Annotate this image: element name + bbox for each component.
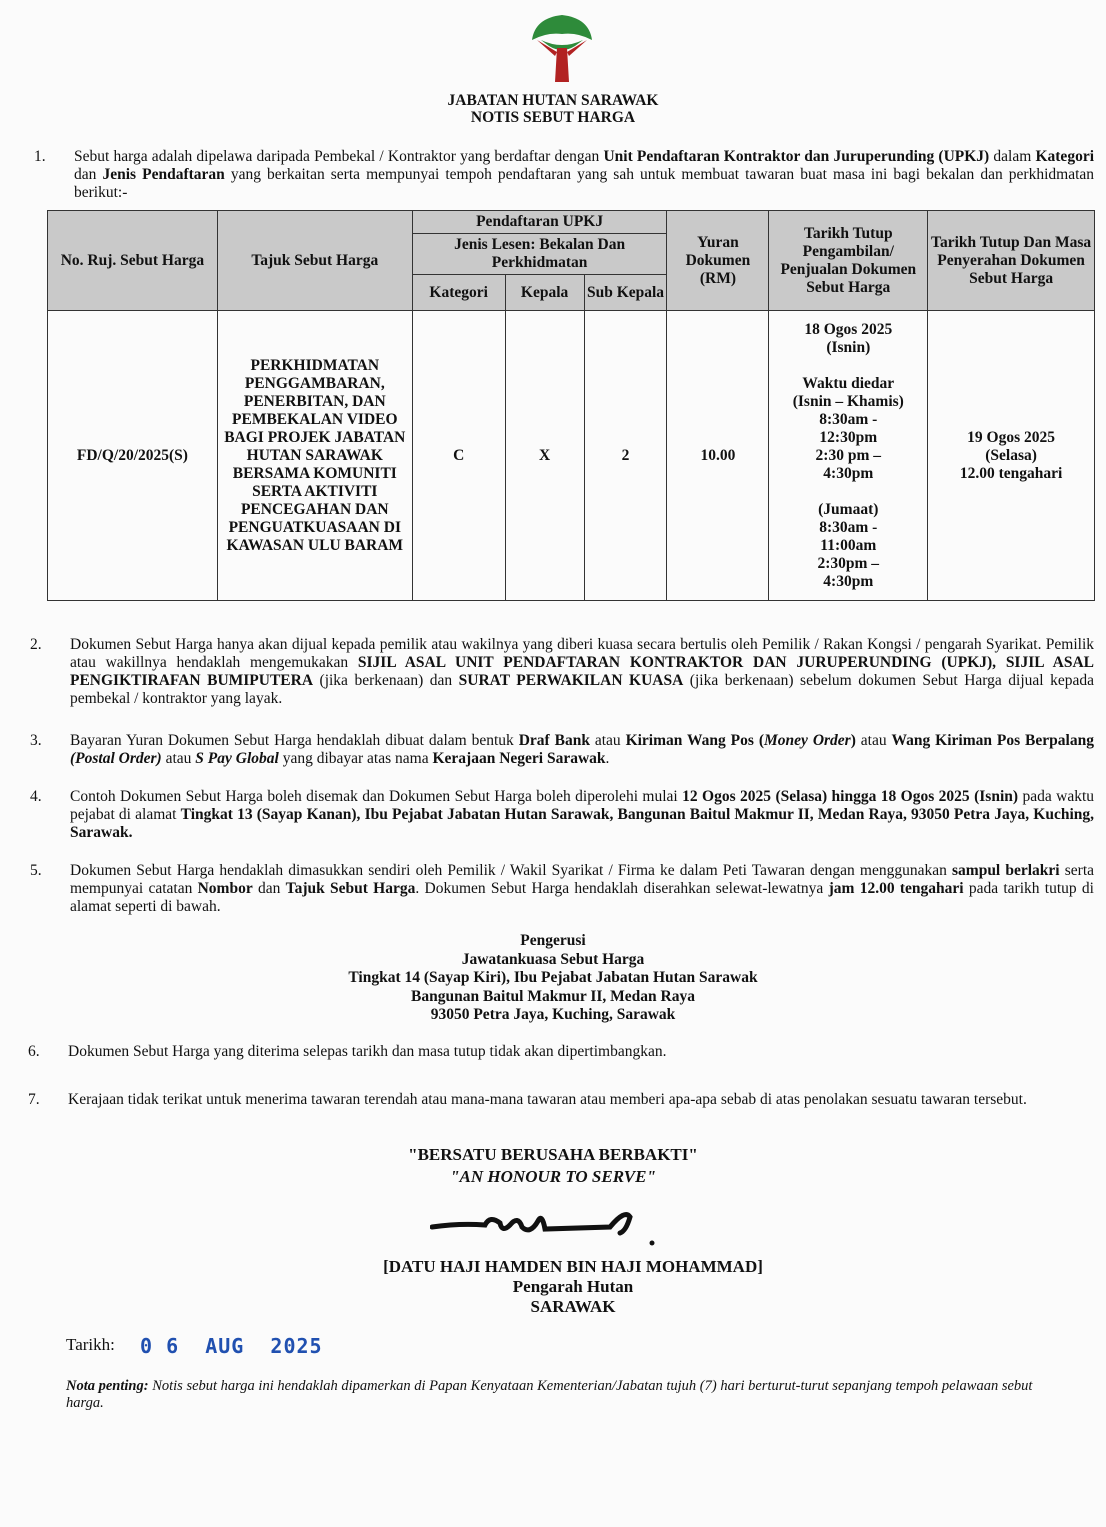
header-kepala: Kepala [505,275,584,311]
text-line: (Isnin) [826,338,871,356]
text-line: Bangunan Baitul Makmur II, Medan Raya [411,987,695,1005]
paragraph-number: 2. [30,636,42,653]
text-segment: (jika berkenaan) sebelum dokumen Sebut Harga dijual kepada pembekal / kontraktor yang layak. [70,672,1094,707]
paragraph-5 [30,862,1095,916]
cell-sub-kepala: 2 [584,311,667,601]
text-segment: yang berkaitan serta mempunyai tempoh pendaftaran yang sah untuk membuat tawaran buat masa ini bagi bekalan dan perkhidmatan berikut:- [74,166,1095,201]
text-segment: (Postal Order) [70,750,162,767]
text-segment: Dokumen Sebut Harga hanya akan dijual kepada pemilik atau wakilnya yang diberi kuasa secara bertulis oleh Pemilik / Rakan Kongsi / pengarah Syarikat. Pemilik atau wakillnya hendaklah mengemukakan [70,636,1094,671]
paragraph-number: 3. [30,732,42,749]
text-segment: dan [74,166,103,183]
text-line: 8:30am - [819,518,878,536]
text-segment: Dokumen Sebut Harga yang diterima selepas tarikh dan masa tutup tidak akan dipertimbangkan. [68,1043,667,1060]
paragraph-2 [30,636,1095,708]
paragraph-1 [34,148,1095,202]
text-line: 12:30pm [819,428,878,446]
signatory-name: [DATU HAJI HAMDEN BIN HAJI MOHAMMAD] [383,1257,763,1276]
text-segment: Sebut harga adalah dipelawa daripada Pembekal / Kontraktor yang berdaftar dengan [74,148,604,165]
paragraph-number: 7. [28,1091,40,1108]
text-line: 93050 Petra Jaya, Kuching, Sarawak [430,1006,676,1023]
signatory-position: Pengarah Hutan [512,1277,634,1296]
header-kategori: Kategori [412,275,505,311]
date-stamp: 0 6 AUG 2025 [140,1334,323,1358]
text-line: (Selasa) [985,446,1037,464]
text-line: 4:30pm [823,572,874,590]
text-segment: 12 Ogos 2025 (Selasa) hingga 18 Ogos 2025 (Isnin) [682,788,1019,805]
text-segment: Bayaran Yuran Dokumen Sebut Harga hendaklah dibuat dalam bentuk [70,732,519,749]
paragraph-number: 5. [30,862,42,879]
text-segment: sampul berlakri [952,862,1060,879]
text-segment: pada tarikh tutup di alamat seperti di bawah. [70,880,1094,915]
paragraph-7 [28,1091,1080,1109]
text-segment: Jenis Pendaftaran [102,166,225,183]
text-segment: dan [252,880,286,897]
text-segment: yang dibayar atas nama [278,750,433,767]
text-line: Waktu diedar [802,374,895,392]
table-row [48,311,1095,601]
text-segment: Nombor [197,880,253,897]
text-segment: Unit Pendaftaran Kontraktor dan Juruperunding (UPKJ) [603,148,990,165]
text-line: Jawatankuasa Sebut Harga [461,950,645,968]
text-segment: SURAT PERWAKILAN KUASA [458,672,684,689]
text-segment: serta mempunyai catatan [70,862,1095,897]
motto-malay: "BERSATU BERUSAHA BERBAKTI" [408,1145,698,1164]
text-segment: atau [161,750,196,767]
note [66,1378,1066,1412]
text-segment: atau [589,732,626,749]
text-line: (Jumaat) [818,500,879,518]
jabatan-hutan-logo [527,10,597,85]
text-segment: . Dokumen Sebut Harga hendaklah diserahkan selewat-lewatnya [415,880,829,897]
text-segment: Kerajaan Negeri Sarawak [432,750,606,767]
text-line [773,483,923,501]
header-tutup-jual: Tarikh Tutup Pengambilan/ Penjualan Dokumen Sebut Harga [769,211,928,311]
motto-english: "AN HONOUR TO SERVE" [450,1167,656,1186]
text-line: 19 Ogos 2025 [967,428,1056,446]
text-line: 2:30pm – [817,554,880,572]
cell-ref: FD/Q/20/2025(S) [48,311,218,601]
header-ref: No. Ruj. Sebut Harga [48,211,218,311]
paragraph-3 [30,732,1094,768]
paragraph-number: 4. [30,788,42,805]
paragraph-6 [28,1043,1094,1061]
signature [430,1205,660,1250]
text-segment: (jika berkenaan) dan [313,672,459,689]
text-segment: ) [850,732,856,749]
text-line: Pengerusi [520,932,586,949]
text-segment: Tingkat 13 (Sayap Kanan), Ibu Pejabat Jabatan Hutan Sarawak, Bangunan Baitul Makmur II, Medan Raya, 93050 Petra Jaya, Kuching, Sarawak. [70,806,1094,841]
note-text: Notis sebut harga ini hendaklah dipamerkan di Papan Kenyataan Kementerian/Jabatan tujuh (7) hari berturut-turut sepanjang tempoh pelawaan sebut harga. [66,1378,1033,1411]
quotation-table [47,210,1095,601]
text-line: (Isnin – Khamis) [792,392,904,410]
org-name: JABATAN HUTAN SARAWAK [447,92,659,109]
cell-tutup-serah [928,311,1095,601]
cell-yuran: 10.00 [667,311,769,601]
text-line: 8:30am - [819,410,878,428]
text-segment: Kiriman Wang Pos ( [625,732,764,749]
signatory-state: SARAWAK [530,1297,616,1316]
text-segment: Kategori [1035,148,1095,165]
text-segment: . [605,750,610,767]
header-tutup-serah: Tarikh Tutup Dan Masa Penyerahan Dokumen Sebut Harga [928,211,1095,311]
header-jenis-lesen: Jenis Lesen: Bekalan Dan Perkhidmatan [412,234,667,275]
text-segment: Wang Kiriman Pos Berpalang [891,732,1094,749]
text-segment: Dokumen Sebut Harga hendaklah dimasukkan sendiri oleh Pemilik / Wakil Syarikat / Firma ke dalam Peti Tawaran dengan menggunakan [70,862,952,879]
text-line: 4:30pm [823,464,874,482]
text-line: 12.00 tengahari [959,464,1063,482]
address-block [0,932,1106,1025]
date-label: Tarikh: [66,1335,115,1354]
text-line: 2:30 pm – [815,446,881,464]
document-title: NOTIS SEBUT HARGA [470,109,636,126]
header-title: Tajuk Sebut Harga [217,211,412,311]
text-segment: pada waktu pejabat di alamat [70,788,1095,823]
text-segment: Contoh Dokumen Sebut Harga boleh disemak dan Dokumen Sebut Harga boleh diperolehi mulai [70,788,683,805]
cell-kategori: C [412,311,505,601]
text-line: 11:00am [820,536,877,554]
text-segment: SIJIL ASAL UNIT PENDAFTARAN KONTRAKTOR DAN JURUPERUNDING (UPKJ), SIJIL ASAL PENGIKTIRAFAN BUMIPUTERA [70,654,1095,689]
header-upkj: Pendaftaran UPKJ [412,211,667,234]
text-segment: Money Order [764,732,851,749]
text-line: 18 Ogos 2025 [804,320,893,338]
paragraph-number: 6. [28,1043,40,1060]
text-segment: Tajuk Sebut Harga [285,880,416,897]
text-line: Tingkat 14 (Sayap Kiri), Ibu Pejabat Jabatan Hutan Sarawak [348,969,758,986]
text-segment: Draf Bank [518,732,590,749]
cell-kepala: X [505,311,584,601]
note-label: Nota penting: [66,1378,149,1394]
header-sub-kepala: Sub Kepala [584,275,667,311]
text-segment: jam 12.00 tengahari [828,880,964,897]
cell-tutup-jual [769,311,928,601]
paragraph-number: 1. [34,148,46,165]
cell-title: PERKHIDMATAN PENGGAMBARAN, PENERBITAN, DAN PEMBEKALAN VIDEO BAGI PROJEK JABATAN HUTAN SARAWAK BERSAMA KOMUNITI SERTA AKTIVITI PENCEGAHAN DAN PENGUATKUASAAN DI KAWASAN ULU BARAM [217,311,412,601]
text-segment: Kerajaan tidak terikat untuk menerima tawaran terendah atau mana-mana tawaran atau memberi apa-apa sebab di atas penolakan sesuatu tawaran tersebut. [68,1091,1027,1108]
text-line [773,357,923,375]
paragraph-4 [30,788,1095,842]
header-yuran: Yuran Dokumen (RM) [667,211,769,311]
text-segment: atau [855,732,892,749]
text-segment: dalam [989,148,1036,165]
text-segment: S Pay Global [195,750,279,767]
